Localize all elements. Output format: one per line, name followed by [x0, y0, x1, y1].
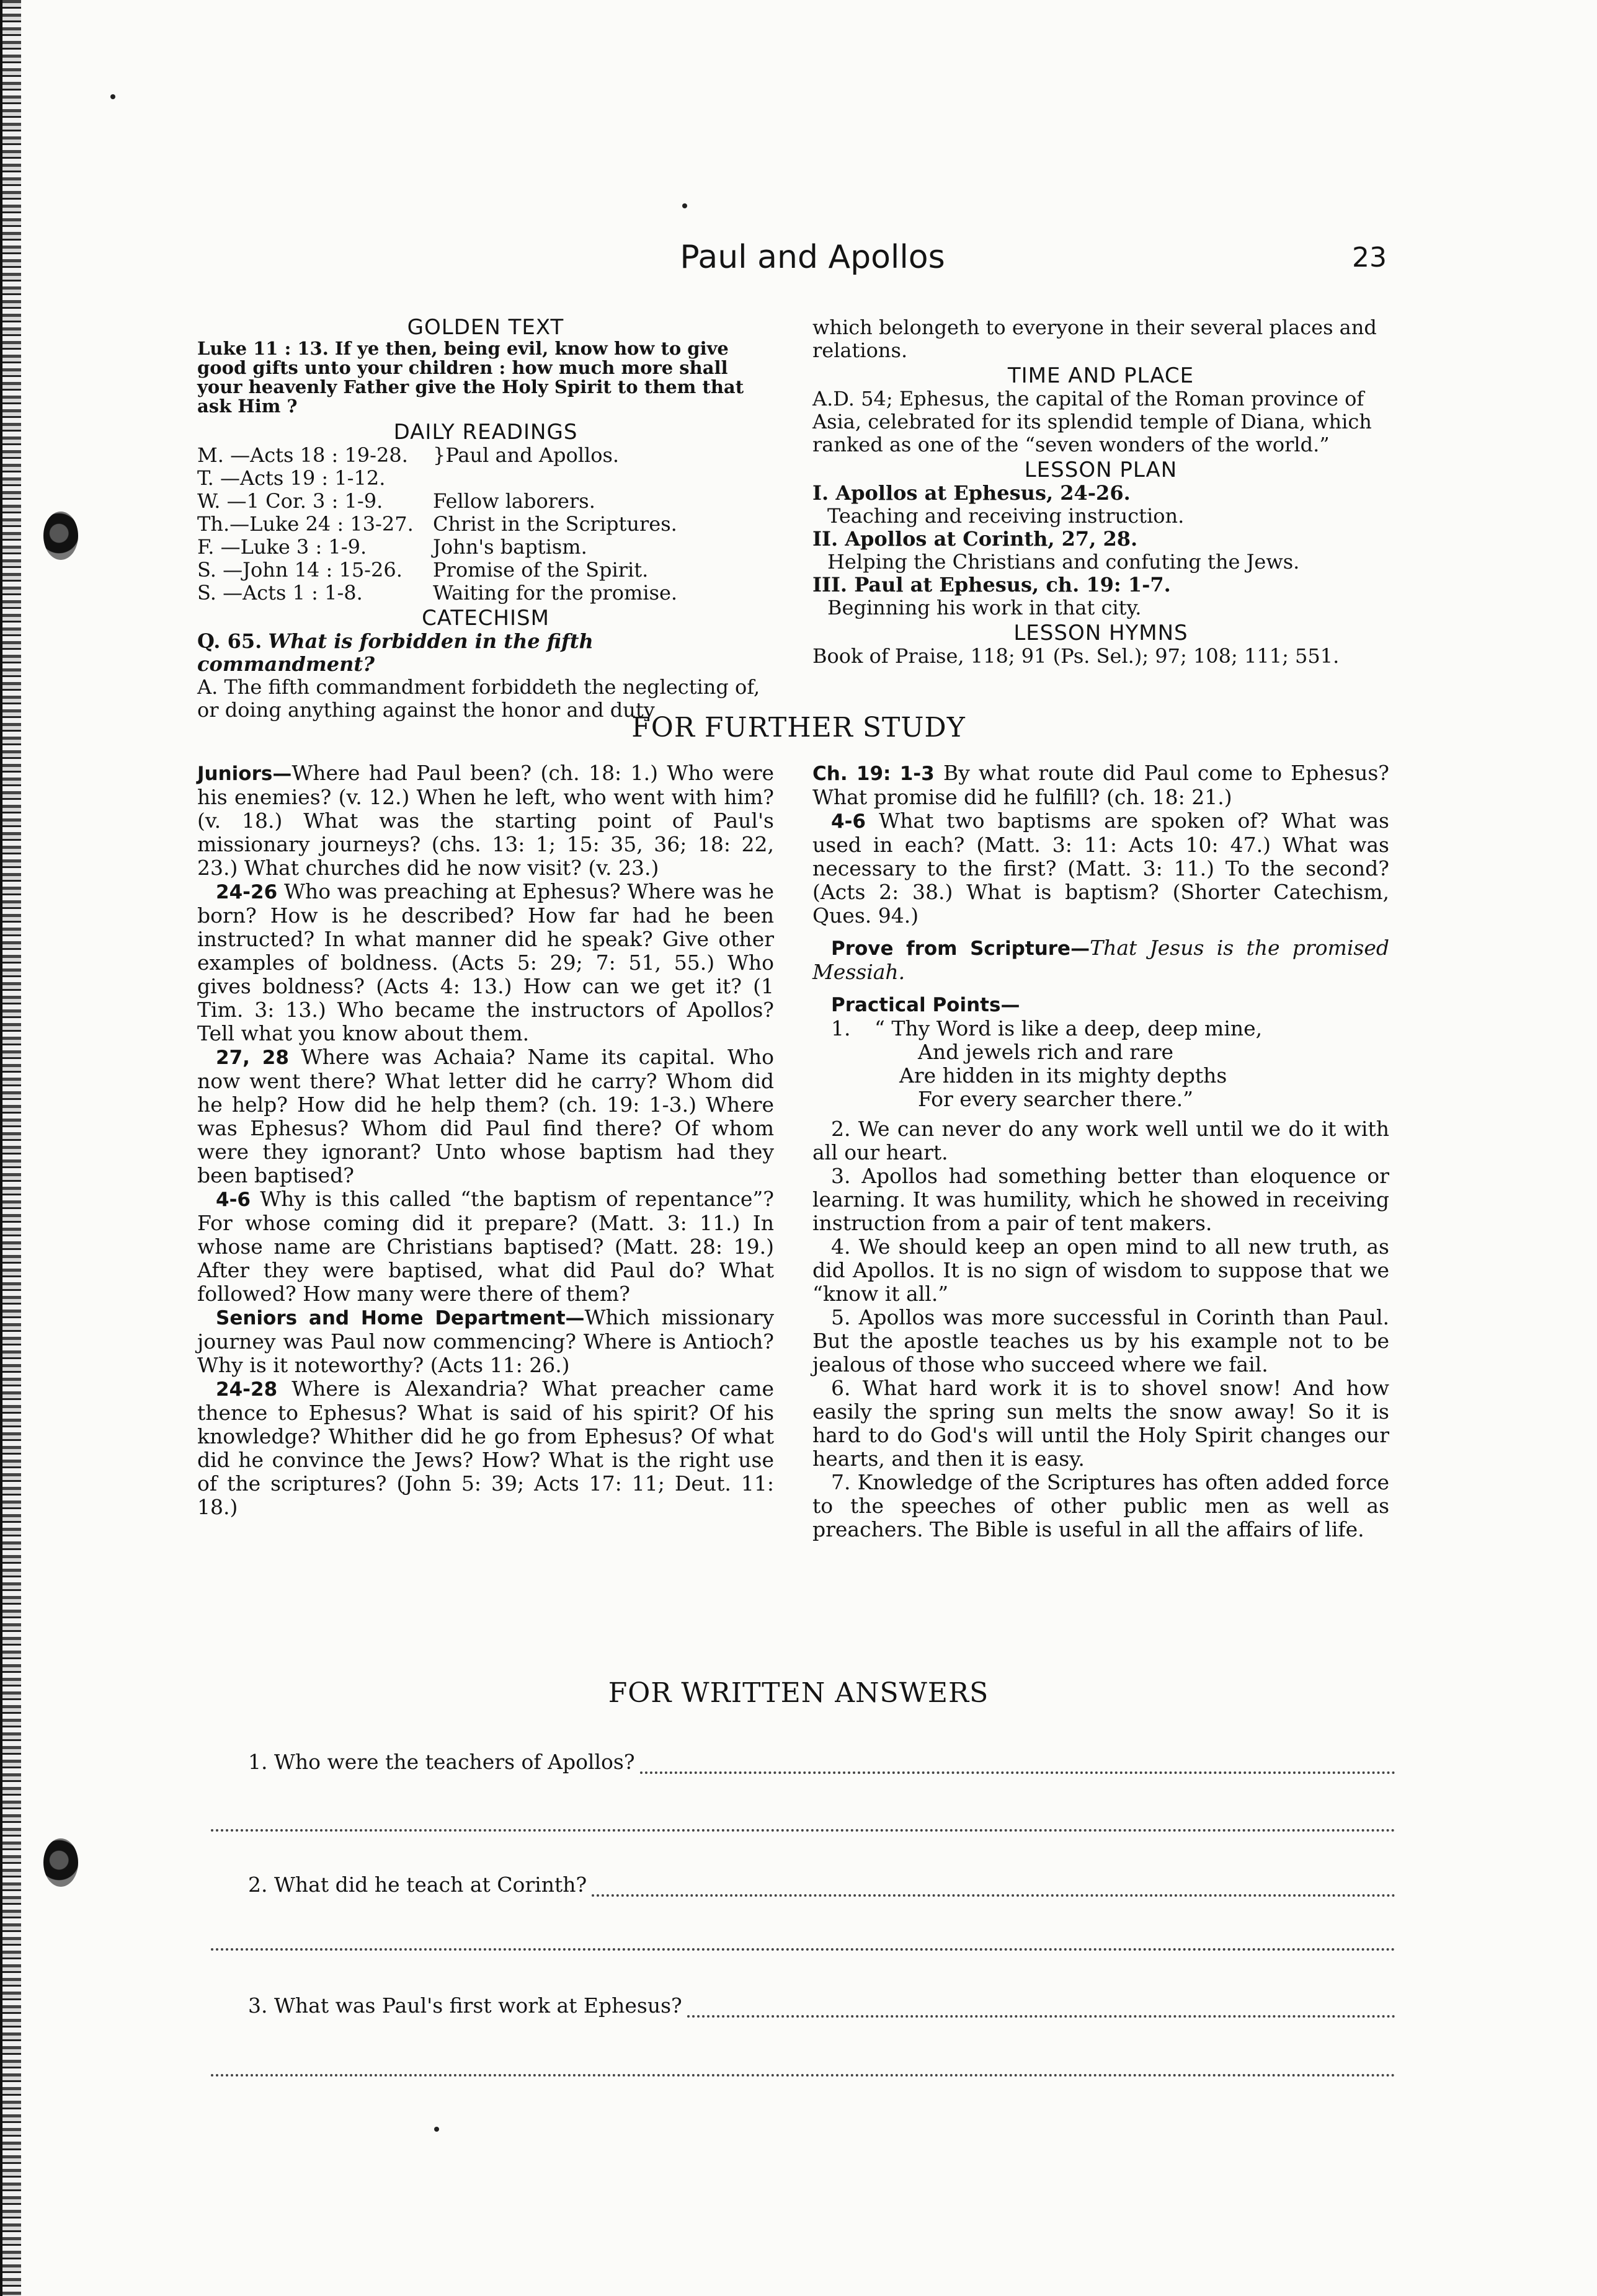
- plan-title: III. Paul at Ephesus, ch. 19: 1-7.: [812, 573, 1171, 596]
- further-study-heading: FOR FURTHER STUDY: [631, 712, 966, 743]
- binding-edge: [0, 0, 21, 2296]
- practical-points-heading: Practical Points—: [831, 994, 1020, 1016]
- written-question: 2. What did he teach at Corinth?: [248, 1873, 587, 1897]
- study-paragraph: Seniors and Home Department—Which missionary journey was Paul now commencing? Where is Antioch? Why is it noteworthy? (Acts 11: 26.): [197, 1305, 774, 1377]
- golden-text: Luke 11 : 13. If ye then, being evil, know how to give good gifts unto your children : how much more shall your heavenly Father give the Holy Spirit to them that ask Him ?: [197, 338, 744, 417]
- practical-point: 2. We can never do any work well until we do it with all our heart.: [812, 1117, 1389, 1164]
- answer-line-3[interactable]: [248, 1993, 1395, 2018]
- reading-row: S. —Acts 1 : 1-8. Waiting for the promise.: [197, 581, 678, 605]
- practical-point: 4. We should keep an open mind to all new truth, as did Apollos. It is no sign of wisdom to suppose that we “know it all.”: [812, 1234, 1389, 1306]
- study-paragraph: Juniors—Where had Paul been? (ch. 18: 1.) Who were his enemies? (v. 12.) When he left, who went with him? (v. 18.) What was the starting point of Paul's missionary journeys? (chs. 13: 1; 15: 35, 36; 18: 22, 23.) What churches did he now visit? (v. 23.): [197, 761, 774, 880]
- study-paragraph: 4-6 Why is this called “the baptism of repentance”? For whose coming did it prepare? (Matt. 3: 11.) In whose name are Christians baptised? (Matt. 28: 19.) After they were baptised, what did Paul do? What followed? How many were there of them?: [197, 1187, 774, 1306]
- speck: [434, 2127, 439, 2132]
- answer-dots: [592, 1882, 1395, 1897]
- further-study-left: [197, 761, 774, 1519]
- written-question: 3. What was Paul's first work at Ephesus?: [248, 1993, 682, 2018]
- catechism-answer: A. The fifth commandment forbiddeth the neglecting of, or doing anything against the honor and duty: [197, 675, 760, 722]
- plan-sub: Teaching and receiving instruction.: [827, 504, 1185, 528]
- poem-line: And jewels rich and rare: [918, 1040, 1174, 1064]
- daily-readings-list: [197, 444, 774, 605]
- golden-text-heading: GOLDEN TEXT: [407, 315, 564, 340]
- plan-sub: Helping the Christians and confuting the Jews.: [827, 550, 1300, 574]
- answer-dots: [687, 2003, 1395, 2018]
- answer-dots: [640, 1759, 1395, 1774]
- further-study-right: [812, 761, 1389, 1541]
- lesson-plan-heading: LESSON PLAN: [1024, 458, 1178, 482]
- study-paragraph: 27, 28 Where was Achaia? Name its capital. Who now went there? What letter did he carry? Whom did he help? How did he help them? (ch. 19: 1-3.) Where was Ephesus? Whom did Paul find there? Of whom were they ignorant? Unto whose baptism had they been baptised?: [197, 1045, 775, 1187]
- reading-row: T. —Acts 19 : 1-12.: [197, 466, 386, 490]
- written-question: 1. Who were the teachers of Apollos?: [248, 1750, 635, 1774]
- plan-sub: Beginning his work in that city.: [827, 596, 1142, 619]
- written-answers-heading: FOR WRITTEN ANSWERS: [608, 1677, 989, 1709]
- poem-line: Are hidden in its mighty depths: [899, 1063, 1227, 1088]
- answer-rule[interactable]: [211, 1829, 1395, 1832]
- hymns-text: Book of Praise, 118; 91 (Ps. Sel.); 97; 108; 111; 551.: [812, 644, 1340, 668]
- page-title: Paul and Apollos: [680, 239, 945, 276]
- poem-line: “ Thy Word is like a deep, deep mine,: [874, 1016, 1263, 1040]
- poem-number: 1.: [831, 1016, 851, 1040]
- reading-row: Th.—Luke 24 : 13-27. Christ in the Scriptures.: [197, 512, 677, 536]
- time-place-text: A.D. 54; Ephesus, the capital of the Roman province of Asia, celebrated for its splendid temple of Diana, which ranked as one of the “seven wonders of the world.”: [812, 387, 1372, 456]
- top-left-column: [197, 316, 774, 722]
- reading-row: F. —Luke 3 : 1-9. John's baptism.: [197, 535, 587, 559]
- practical-point: 6. What hard work it is to shovel snow! And how easily the spring sun melts the snow away! So it is hard to do God's will until the Holy Spirit changes our hearts, and then it is easy.: [812, 1376, 1389, 1471]
- page-number: 23: [1352, 242, 1387, 273]
- reading-row: S. —John 14 : 15-26. Promise of the Spirit.: [197, 558, 649, 582]
- poem: [812, 1017, 1389, 1111]
- plan-title: I. Apollos at Ephesus, 24-26.: [812, 481, 1131, 505]
- answer-line-1[interactable]: [248, 1750, 1395, 1774]
- punch-hole: [43, 512, 78, 560]
- hymns-heading: LESSON HYMNS: [1013, 621, 1188, 645]
- reading-row: M. —Acts 18 : 19-28. }Paul and Apollos.: [197, 443, 620, 467]
- catechism-heading: CATECHISM: [422, 606, 549, 631]
- answer-rule[interactable]: [211, 1948, 1395, 1951]
- daily-readings-heading: DAILY READINGS: [393, 420, 578, 445]
- study-paragraph: Ch. 19: 1-3 By what route did Paul come to Ephesus? What promise did he fulfill? (ch. 18: 21.): [812, 761, 1389, 809]
- speck: [682, 203, 687, 208]
- study-paragraph: 24-28 Where is Alexandria? What preacher came thence to Ephesus? What is said of his spirit? Of his knowledge? Whither did he go from Ephesus? Of what did he convince the Jews? How? What is the right use of the scriptures? (John 5: 39; Acts 17: 11; Deut. 11: 18.): [197, 1376, 774, 1519]
- time-place-heading: TIME AND PLACE: [1007, 363, 1194, 388]
- poem-line: For every searcher there.”: [918, 1087, 1193, 1111]
- top-right-column: [812, 316, 1389, 668]
- catechism-question: Q. 65. What is forbidden in the fifth commandment?: [197, 629, 594, 676]
- answer-line-2[interactable]: [248, 1873, 1395, 1897]
- reading-row: W. —1 Cor. 3 : 1-9. Fellow laborers.: [197, 489, 595, 513]
- practical-point: 5. Apollos was more successful in Corinth than Paul. But the apostle teaches us by his example not to be jealous of those who succeed where we fail.: [812, 1305, 1389, 1376]
- catechism-continuation: which belongeth to everyone in their several places and relations.: [812, 316, 1377, 362]
- plan-title: II. Apollos at Corinth, 27, 28.: [812, 527, 1138, 551]
- practical-point: 7. Knowledge of the Scriptures has often added force to the speeches of other public men as well as preachers. The Bible is useful in all the affairs of life.: [812, 1470, 1389, 1541]
- study-paragraph: 24-26 Who was preaching at Ephesus? Where was he born? How is he described? How far had he been instructed? In what manner did he speak? Give other examples of boldness. (Acts 5: 29; 7: 51, 55.) Who gives boldness? (Acts 4: 13.) How can we get it? (1 Tim. 3: 13.) Who became the instructors of Apollos? Tell what you know about them.: [197, 879, 774, 1045]
- practical-point: 3. Apollos had something better than eloquence or learning. It was humility, which he showed in receiving instruction from a pair of tent makers.: [812, 1164, 1389, 1235]
- speck: [110, 94, 115, 99]
- study-paragraph: 4-6 What two baptisms are spoken of? What was used in each? (Matt. 3: 11: Acts 10: 47.) What was necessary to the first? (Matt. 3: 11.) To the second? (Acts 2: 38.) What is baptism? (Shorter Catechism, Ques. 94.): [812, 809, 1389, 928]
- answer-rule[interactable]: [211, 2074, 1395, 2077]
- binding-line: [0, 0, 2, 2296]
- punch-hole: [43, 1838, 78, 1887]
- lesson-plan: [812, 482, 1389, 619]
- prove-from-scripture: Prove from Scripture—That Jesus is the promised Messiah.: [812, 936, 1389, 984]
